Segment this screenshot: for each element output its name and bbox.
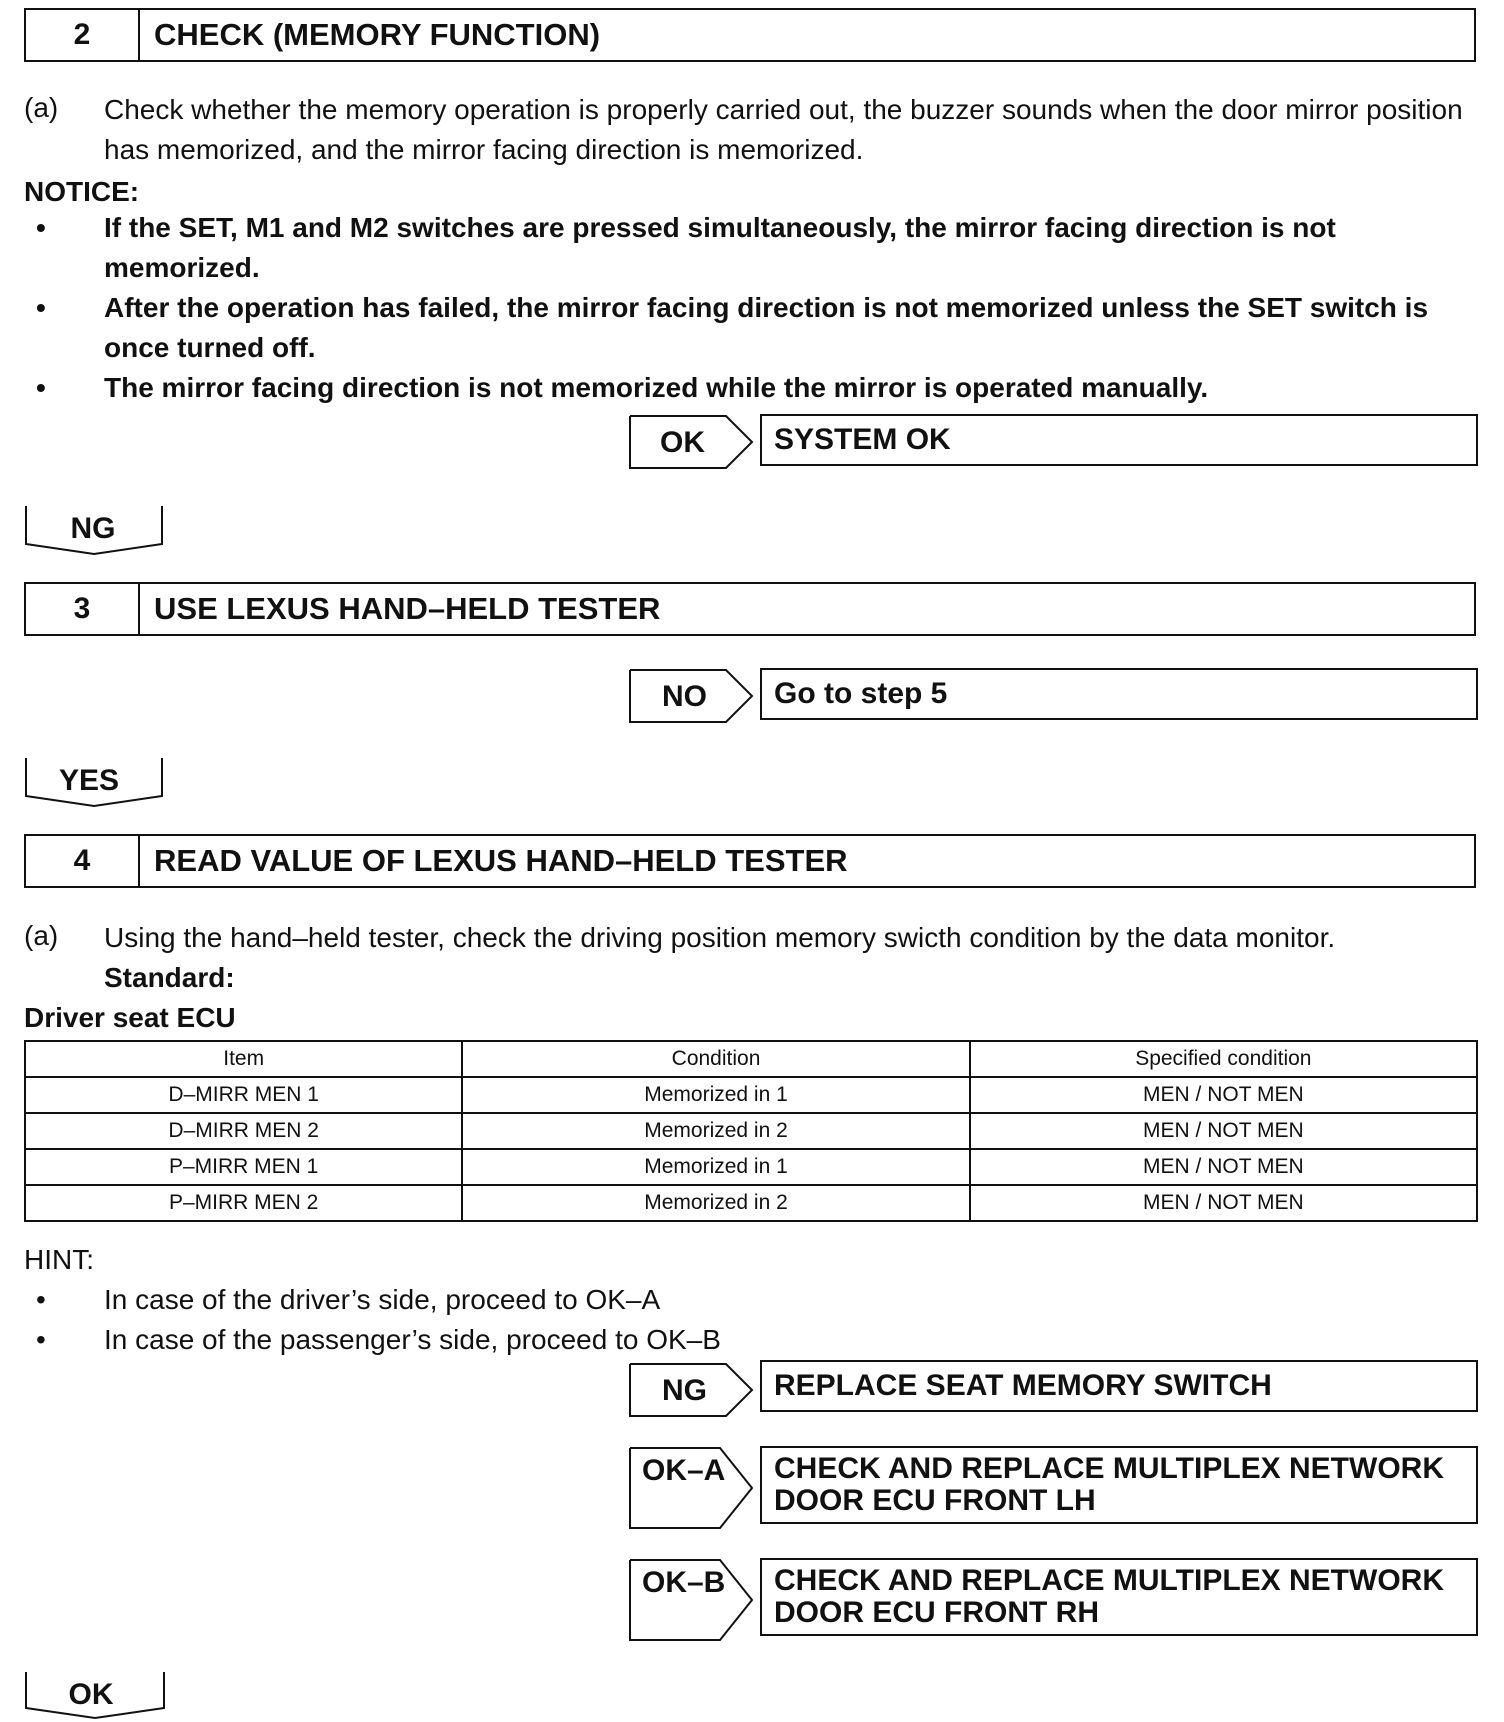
column-header: Item [25, 1041, 462, 1077]
table-cell: MEN / NOT MEN [970, 1077, 1477, 1113]
ok-branch-label: OK [68, 1678, 114, 1711]
ng-branch-label: NG [70, 512, 116, 545]
table-cell: MEN / NOT MEN [970, 1185, 1477, 1221]
replace-switch-result: REPLACE SEAT MEMORY SWITCH [760, 1360, 1478, 1412]
bullet-icon: • [36, 292, 46, 323]
step-3-header [24, 582, 1476, 636]
table-row [25, 1113, 1477, 1149]
check-instruction: Check whether the memory operation is properly carried out, the buzzer sounds when the door mirror position has memorized, and the mirror facing direction is memorized. [104, 94, 1463, 165]
table-cell: P–MIRR MEN 2 [25, 1185, 462, 1221]
table-cell: Memorized in 1 [462, 1077, 969, 1113]
notice-text: If the SET, M1 and M2 switches are pressed simultaneously, the mirror facing direction is not memorized. [104, 212, 1336, 283]
table-cell: Memorized in 2 [462, 1185, 969, 1221]
step-number: 2 [26, 10, 140, 60]
column-header: Specified condition [970, 1041, 1477, 1077]
bullet-icon: • [36, 1324, 46, 1355]
table-cell: D–MIRR MEN 2 [25, 1113, 462, 1149]
item-label: (a) [24, 92, 59, 123]
ok-b-result-line: DOOR ECU FRONT RH [774, 1596, 1099, 1629]
ok-b-decision-label: OK–B [642, 1566, 726, 1599]
ok-a-result [760, 1446, 1478, 1524]
step-title: CHECK (MEMORY FUNCTION) [154, 17, 601, 52]
step-4-header [24, 834, 1476, 888]
notice-text: After the operation has failed, the mirror facing direction is not memorized unless the SET switch is once turned off. [104, 292, 1429, 363]
table-row [25, 1185, 1477, 1221]
table-row [25, 1149, 1477, 1185]
step-title: READ VALUE OF LEXUS HAND–HELD TESTER [154, 843, 848, 878]
ok-a-result-line: DOOR ECU FRONT LH [774, 1484, 1096, 1517]
step-number: 3 [26, 584, 140, 634]
bullet-icon: • [36, 212, 46, 243]
ok-decision-label: OK [660, 426, 705, 459]
step-number: 4 [26, 836, 140, 886]
yes-branch-label: YES [58, 764, 120, 797]
column-header: Condition [462, 1041, 969, 1077]
ok-b-result [760, 1558, 1478, 1636]
bullet-icon: • [36, 1284, 46, 1315]
table-cell: Memorized in 2 [462, 1113, 969, 1149]
go-to-step-result: Go to step 5 [760, 668, 1478, 720]
hint-text: In case of the driver’s side, proceed to OK–A [104, 1284, 661, 1315]
table-cell: MEN / NOT MEN [970, 1149, 1477, 1185]
notice-text: The mirror facing direction is not memorized while the mirror is operated manually. [104, 372, 1209, 403]
ng-decision-label: NG [662, 1374, 707, 1407]
item-label: (a) [24, 920, 59, 951]
step-2-header [24, 8, 1476, 62]
ok-a-decision-label: OK–A [642, 1454, 726, 1487]
hint-label: HINT: [24, 1244, 94, 1275]
tester-instruction: Using the hand–held tester, check the driving position memory swicth condition by the data monitor. [104, 922, 1336, 953]
no-decision-label: NO [662, 680, 707, 713]
table-header-row [25, 1041, 1477, 1077]
hint-text: In case of the passenger’s side, proceed to OK–B [104, 1324, 721, 1355]
notice-label: NOTICE: [24, 176, 140, 207]
standard-label: Standard: [104, 962, 235, 993]
table-cell: P–MIRR MEN 1 [25, 1149, 462, 1185]
table-cell: MEN / NOT MEN [970, 1113, 1477, 1149]
table-title: Driver seat ECU [24, 1002, 236, 1033]
table-row [25, 1077, 1477, 1113]
bullet-icon: • [36, 372, 46, 403]
spec-table [24, 1040, 1478, 1222]
step-title: USE LEXUS HAND–HELD TESTER [154, 591, 661, 626]
ok-a-result-line: CHECK AND REPLACE MULTIPLEX NETWORK [774, 1452, 1444, 1485]
table-cell: D–MIRR MEN 1 [25, 1077, 462, 1113]
table-cell: Memorized in 1 [462, 1149, 969, 1185]
system-ok-result: SYSTEM OK [760, 414, 1478, 466]
ok-b-result-line: CHECK AND REPLACE MULTIPLEX NETWORK [774, 1564, 1444, 1597]
